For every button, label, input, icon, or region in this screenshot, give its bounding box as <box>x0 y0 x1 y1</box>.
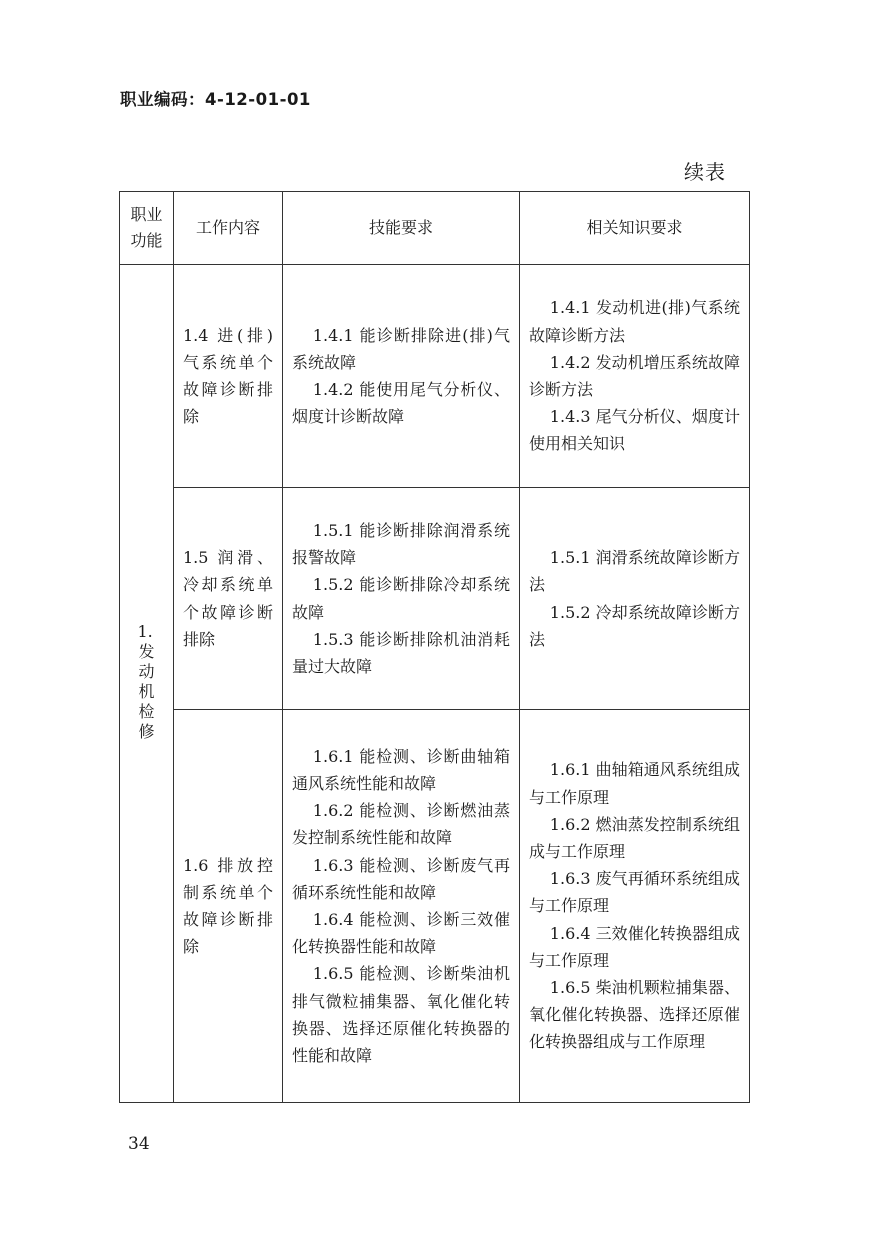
content-cell: 1.4 进(排)气系统单个故障诊断排除 <box>174 265 283 488</box>
list-item: 1.4.2 发动机增压系统故障诊断方法 <box>529 352 740 399</box>
list-item: 1.6.5 能检测、诊断柴油机排气微粒捕集器、氧化催化转换器、选择还原催化转换器的性能和故障 <box>292 964 510 1066</box>
list-item: 1.6.2 燃油蒸发控制系统组成与工作原理 <box>529 814 740 861</box>
function-cell <box>120 265 174 1103</box>
header-skills: 技能要求 <box>283 192 520 265</box>
list-item: 1.6.2 能检测、诊断燃油蒸发控制系统性能和故障 <box>292 801 510 848</box>
table-header-row <box>120 192 750 265</box>
list-item: 1.5.2 能诊断排除冷却系统故障 <box>292 575 510 622</box>
occupation-code: 职业编码：4-12-01-01 <box>120 90 311 109</box>
page-number: 34 <box>128 1134 150 1154</box>
function-label: 1. 发 动 机 检 修 <box>137 621 155 741</box>
list-item: 1.5.2 冷却系统故障诊断方法 <box>529 602 740 649</box>
list-item: 1.6.1 曲轴箱通风系统组成与工作原理 <box>529 760 740 807</box>
header-knowledge: 相关知识要求 <box>520 192 750 265</box>
skills-cell <box>283 265 520 488</box>
list-item: 1.4.3 尾气分析仪、烟度计使用相关知识 <box>529 407 740 454</box>
header-function: 职业功能 <box>120 192 174 265</box>
skills-cell <box>283 488 520 710</box>
list-item: 1.6.4 三效催化转换器组成与工作原理 <box>529 923 740 970</box>
list-item: 1.6.3 废气再循环系统组成与工作原理 <box>529 869 740 916</box>
content-cell: 1.5 润滑、冷却系统单个故障诊断排除 <box>174 488 283 710</box>
header-content: 工作内容 <box>174 192 283 265</box>
list-item: 1.4.1 能诊断排除进(排)气系统故障 <box>292 325 510 372</box>
list-item: 1.4.2 能使用尾气分析仪、烟度计诊断故障 <box>292 380 510 427</box>
list-item: 1.4.1 发动机进(排)气系统故障诊断方法 <box>529 298 740 345</box>
skills-cell <box>283 710 520 1103</box>
list-item: 1.5.3 能诊断排除机油消耗量过大故障 <box>292 629 510 676</box>
content-cell: 1.6 排放控制系统单个故障诊断排除 <box>174 710 283 1103</box>
skills-table <box>119 191 750 1103</box>
table-row <box>120 710 750 1103</box>
list-item: 1.6.1 能检测、诊断曲轴箱通风系统性能和故障 <box>292 746 510 793</box>
list-item: 1.5.1 能诊断排除润滑系统报警故障 <box>292 520 510 568</box>
list-item: 1.6.5 柴油机颗粒捕集器、氧化催化转换器、选择还原催化转换器组成与工作原理 <box>529 978 740 1052</box>
list-item: 1.6.3 能检测、诊断废气再循环系统性能和故障 <box>292 855 510 902</box>
knowledge-cell <box>520 710 750 1103</box>
table-row <box>120 488 750 710</box>
table-row <box>120 265 750 488</box>
list-item: 1.6.4 能检测、诊断三效催化转换器性能和故障 <box>292 910 510 957</box>
list-item: 1.5.1 润滑系统故障诊断方法 <box>529 548 740 595</box>
knowledge-cell <box>520 488 750 710</box>
continued-label: 续表 <box>684 160 726 184</box>
knowledge-cell <box>520 265 750 488</box>
